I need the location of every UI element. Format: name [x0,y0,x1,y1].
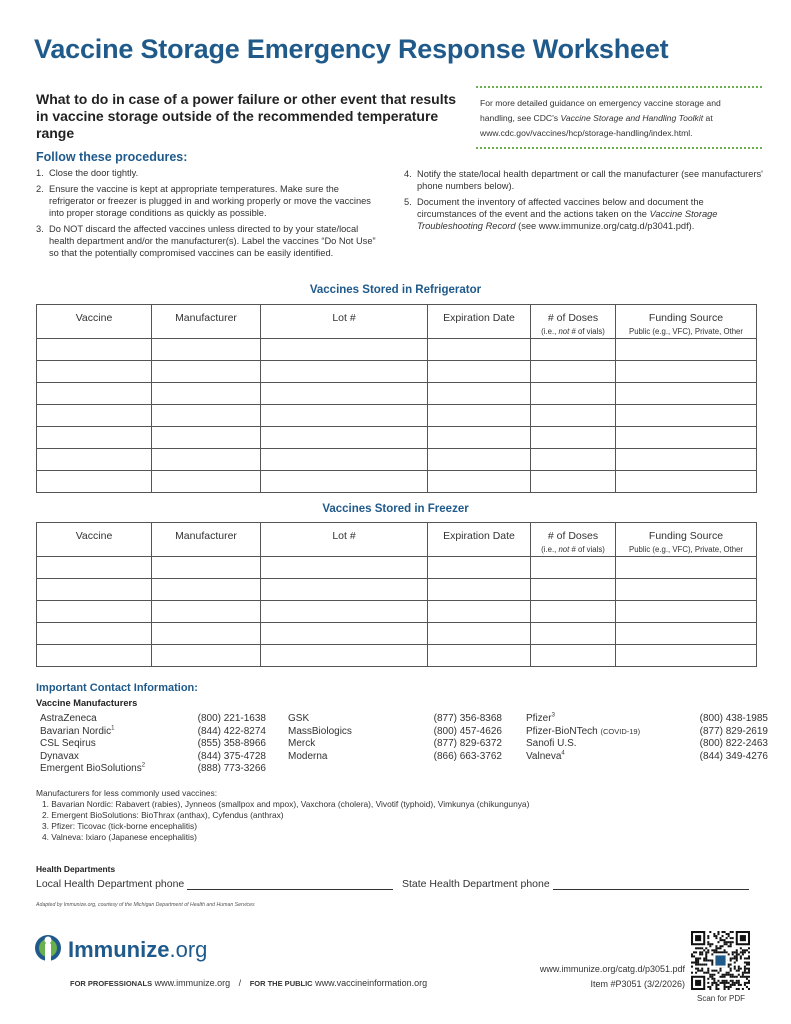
table-cell[interactable] [616,557,757,579]
table-cell[interactable] [261,361,428,383]
step5-text: Document the inventory of affected vaccines below and document the circumstances of the event and the actions taken on the [417,197,704,219]
table-cell[interactable] [152,645,261,667]
table-cell[interactable] [428,339,531,361]
table-cell[interactable] [531,601,616,623]
document-url[interactable]: www.immunize.org/catg.d/p3051.pdf [539,964,685,974]
procedure-step [404,168,764,192]
item-number: Item #P3051 (3/2/2026) [590,979,685,989]
table-cell[interactable] [616,579,757,601]
logo-wordmark-main: Immunize [68,937,170,962]
manufacturer-phone[interactable]: (844) 349-4276 [699,750,768,762]
manufacturer-name: Merck [288,738,316,749]
health-departments-heading: Health Departments [36,864,116,874]
manufacturer-name-text: Valneva [526,750,562,762]
manufacturer-phone[interactable]: (866) 663-3762 [433,750,502,762]
procedure-step [36,223,378,259]
table-cell[interactable] [37,557,152,579]
table-cell[interactable] [616,601,757,623]
table-cell[interactable] [616,339,757,361]
public-link[interactable]: www.vaccineinformation.org [315,978,428,988]
table-cell[interactable] [531,339,616,361]
page-title: Vaccine Storage Emergency Response Worksheet [34,34,669,64]
adapted-credit: Adapted by Immunize.org, courtesy of the Michigan Department of Health and Human Services [36,902,255,908]
qr-code-icon[interactable] [691,931,750,990]
table-cell[interactable] [428,601,531,623]
table-cell[interactable] [428,449,531,471]
manufacturer-name: AstraZeneca [40,713,97,724]
manufacturer-phone[interactable]: (855) 358-8966 [197,738,266,749]
manufacturer-name-text: Pfizer-BioNTech [526,725,598,737]
table-cell[interactable] [531,427,616,449]
page-subtitle: What to do in case of a power failure or other event that results in vaccine storage outside of the recommended temperature range [36,91,457,141]
contact-info-heading: Important Contact Information: [36,682,198,694]
procedure-steps-left [36,167,378,263]
table-cell[interactable] [616,623,757,645]
table-row [37,361,757,383]
refrigerator-table-body [37,339,757,493]
procedure-steps-right [404,168,764,236]
refrigerator-table-title: Vaccines Stored in Refrigerator [309,284,482,296]
manufacturer-name [526,726,640,739]
doses-sub-text: # of vials) [569,327,605,336]
professionals-label: FOR PROFESSIONALS [70,979,153,988]
footer-links [70,978,427,988]
table-cell[interactable] [152,383,261,405]
manufacturer-row [40,713,266,726]
table-cell[interactable] [616,449,757,471]
manufacturer-phone[interactable]: (877) 356-8368 [433,713,502,724]
manufacturer-name: Moderna [288,750,328,762]
doses-sub-text: # of vials) [569,545,605,554]
refrigerator-inventory-table [36,304,757,493]
table-cell[interactable] [152,361,261,383]
manufacturer-row [288,738,502,751]
table-cell[interactable] [531,557,616,579]
table-cell[interactable] [261,579,428,601]
guidance-text: For more detailed guidance on emergency vaccine storage and handling, see CDC's [480,98,721,123]
table-cell[interactable] [37,383,152,405]
table-row [37,471,757,493]
procedure-step [36,167,378,179]
manufacturer-name [40,763,145,776]
header-manufacturer: Manufacturer [152,305,261,339]
step-text: Notify the state/local health department or call the manufacturer (see manufacturers' phone numbers below). [417,169,763,191]
footnotes-heading: Manufacturers for less commonly used vaccines: [36,788,218,798]
manufacturer-phone[interactable]: (844) 422-8274 [197,725,266,737]
step-number: 5. [404,197,412,207]
procedure-step [36,183,378,219]
table-cell[interactable] [616,405,757,427]
table-row [37,601,757,623]
footnote-marker: 3 [551,712,555,719]
header-lot: Lot # [261,523,428,557]
table-cell[interactable] [531,471,616,493]
table-row [37,645,757,667]
manufacturer-name: GSK [288,713,310,724]
freezer-inventory-table [36,522,757,667]
public-label: FOR THE PUBLIC [249,979,313,988]
manufacturer-row [40,738,266,751]
state-health-dept-label: State Health Department phone [402,878,550,890]
table-cell[interactable] [616,471,757,493]
step-text [417,196,764,232]
doses-sub-text: (i.e., [541,545,559,554]
local-health-dept-phone-line[interactable] [187,879,393,890]
table-cell[interactable] [261,471,428,493]
table-cell[interactable] [152,471,261,493]
doses-sub-emphasis: not [558,327,570,336]
funding-sublabel: Public (e.g., VFC), Private, Other [629,545,743,554]
table-cell[interactable] [261,339,428,361]
procedure-step [404,196,764,232]
footer-separator: / [238,978,242,988]
table-cell[interactable] [152,579,261,601]
table-row [37,579,757,601]
table-cell[interactable] [152,427,261,449]
table-cell[interactable] [428,557,531,579]
doses-sub-text: (i.e., [541,327,559,336]
funding-label: Funding Source [648,530,724,542]
table-cell[interactable] [261,383,428,405]
manufacturer-phone[interactable]: (888) 773-3266 [197,763,266,774]
manufacturer-phone[interactable]: (877) 829-6372 [433,738,502,749]
table-cell[interactable] [428,383,531,405]
table-cell[interactable] [261,405,428,427]
manufacturer-row [526,713,768,726]
table-cell[interactable] [261,557,428,579]
table-cell[interactable] [531,361,616,383]
procedures-heading: Follow these procedures: [36,150,188,164]
manufacturer-row [288,713,502,726]
table-cell[interactable] [152,557,261,579]
header-expiration-date: Expiration Date [428,523,531,557]
manufacturer-phone[interactable]: (800) 221-1638 [197,713,266,724]
header-expiration-date: Expiration Date [428,305,531,339]
freezer-table-body [37,557,757,667]
logo-wordmark-suffix: .org [169,937,208,962]
header-vaccine: Vaccine [37,305,152,339]
table-cell[interactable] [37,623,152,645]
table-cell[interactable] [531,645,616,667]
table-cell[interactable] [37,601,152,623]
footnote-item: 3. Pfizer: Ticovac (tick-borne encephalitis) [42,821,197,831]
table-cell[interactable] [531,405,616,427]
table-cell[interactable] [531,623,616,645]
table-cell[interactable] [152,601,261,623]
manufacturer-phone[interactable]: (844) 375-4728 [197,750,266,762]
doses-label: # of Doses [547,530,599,542]
table-row [37,449,757,471]
table-cell[interactable] [37,579,152,601]
manufacturer-column-2 [288,713,502,763]
manufacturer-row [40,751,266,764]
footnotes [36,788,529,843]
table-cell[interactable] [616,383,757,405]
manufacturer-row [40,726,266,739]
table-cell[interactable] [152,623,261,645]
professionals-link[interactable]: www.immunize.org [154,978,231,988]
header-lot: Lot # [261,305,428,339]
footnote-marker: 4 [561,750,565,757]
local-health-dept-field [36,878,393,890]
immunize-logo[interactable] [34,934,207,966]
guidance-box [476,86,762,149]
table-cell[interactable] [37,645,152,667]
table-cell[interactable] [261,645,428,667]
table-cell[interactable] [616,427,757,449]
manufacturer-column-1 [40,713,266,776]
doses-sublabel [531,327,615,336]
table-cell[interactable] [428,579,531,601]
freezer-table-title: Vaccines Stored in Freezer [322,503,469,515]
state-health-dept-field [402,878,749,890]
table-cell[interactable] [261,427,428,449]
manufacturer-row [40,763,266,776]
table-cell[interactable] [37,471,152,493]
manufacturer-phone[interactable]: (800) 457-4626 [433,725,502,737]
header-manufacturer: Manufacturer [152,523,261,557]
table-cell[interactable] [531,579,616,601]
manufacturer-name: Sanofi U.S. [526,738,577,749]
manufacturer-name-text: Bavarian Nordic [40,725,112,737]
manufacturer-note: (COVID-19) [600,726,641,736]
table-cell[interactable] [261,449,428,471]
manufacturer-row [288,751,502,764]
table-cell[interactable] [152,339,261,361]
local-health-dept-label: Local Health Department phone [36,878,185,890]
table-cell[interactable] [37,449,152,471]
manufacturer-phone[interactable]: (877) 829-2619 [699,725,768,737]
table-cell[interactable] [152,405,261,427]
step5-reference: (see www.immunize.org/catg.d/p3041.pdf). [515,221,695,231]
table-row [37,623,757,645]
manufacturer-phone[interactable]: (800) 438-1985 [699,713,768,724]
footnote-item: 2. Emergent BioSolutions: BioThrax (anthax), Cyfendus (anthrax) [42,810,284,820]
table-cell[interactable] [428,361,531,383]
step-number: 4. [404,169,412,179]
funding-label: Funding Source [648,312,724,324]
table-cell[interactable] [428,645,531,667]
table-cell[interactable] [531,383,616,405]
guidance-url: at www.cdc.gov/vaccines/hcp/storage-handling/index.html. [480,113,713,138]
step-text: Do NOT discard the affected vaccines unless directed to by your state/local health department and/or the manufacturer(s). Label the vaccines “Do Not Use” so that the potentially compromised vaccines can be easily identified. [49,224,376,258]
table-row [37,339,757,361]
funding-sublabel: Public (e.g., VFC), Private, Other [629,327,743,336]
table-cell[interactable] [261,623,428,645]
table-cell[interactable] [261,601,428,623]
table-cell[interactable] [428,405,531,427]
table-cell[interactable] [428,471,531,493]
manufacturer-row [526,751,768,764]
step-text: Close the door tightly. [49,168,139,178]
step-number: 1. [36,168,44,178]
doses-label: # of Doses [547,312,599,324]
header-doses [531,305,616,339]
document-info [540,962,685,992]
footnote-marker: 1 [111,725,115,732]
logo-wordmark [68,937,207,963]
immunize-logo-icon [34,934,62,966]
footnote-item: 1. Bavarian Nordic: Rabavert (rabies), Jynneos (smallpox and mpox), Vaxchora (cholera), Vivotif (typhoid), Vimkunya (chikungunya) [42,799,530,809]
footnote-item: 4. Valneva: Ixiaro (Japanese encephalitis) [42,832,197,842]
qr-caption: Scan for PDF [697,994,746,1003]
doses-sublabel [531,545,615,554]
table-cell[interactable] [428,427,531,449]
table-cell[interactable] [37,405,152,427]
manufacturer-row [526,726,768,739]
table-row [37,405,757,427]
header-funding-source [616,305,757,339]
manufacturer-name-text: Pfizer [526,713,552,724]
step-number: 2. [36,184,44,194]
table-row [37,427,757,449]
table-cell[interactable] [37,339,152,361]
manufacturer-name: Dynavax [40,750,79,762]
troubleshooting-record-title: Vaccine Storage Troubleshooting Record [417,209,718,231]
table-cell[interactable] [152,449,261,471]
header-vaccine: Vaccine [37,523,152,557]
table-cell[interactable] [428,623,531,645]
table-cell[interactable] [531,449,616,471]
manufacturer-name: CSL Seqirus [40,738,96,749]
table-row [37,557,757,579]
manufacturer-row [288,726,502,739]
step-number: 3. [36,224,44,234]
table-cell[interactable] [616,645,757,667]
manufacturer-name: MassBiologics [288,725,352,737]
table-cell[interactable] [37,427,152,449]
doses-sub-emphasis: not [558,545,570,554]
manufacturer-column-3 [526,713,768,763]
manufacturer-name-text: Emergent BioSolutions [40,763,142,774]
manufacturer-row [526,738,768,751]
step-text: Ensure the vaccine is kept at appropriate temperatures. Make sure the refrigerator or freezer is plugged in and working properly or move the vaccines into proper storage conditions as quickly as possible. [49,184,371,218]
toolkit-link[interactable]: Vaccine Storage and Handling Toolkit [560,113,704,123]
vaccine-manufacturers-heading: Vaccine Manufacturers [36,698,138,708]
manufacturer-name [526,751,565,764]
manufacturer-name [40,726,115,739]
header-doses [531,523,616,557]
footnote-marker: 2 [141,762,146,769]
table-cell[interactable] [37,361,152,383]
manufacturer-name [526,713,555,726]
table-row [37,383,757,405]
table-cell[interactable] [616,361,757,383]
state-health-dept-phone-line[interactable] [553,879,749,890]
header-funding-source [616,523,757,557]
manufacturer-phone[interactable]: (800) 822-2463 [699,738,768,749]
